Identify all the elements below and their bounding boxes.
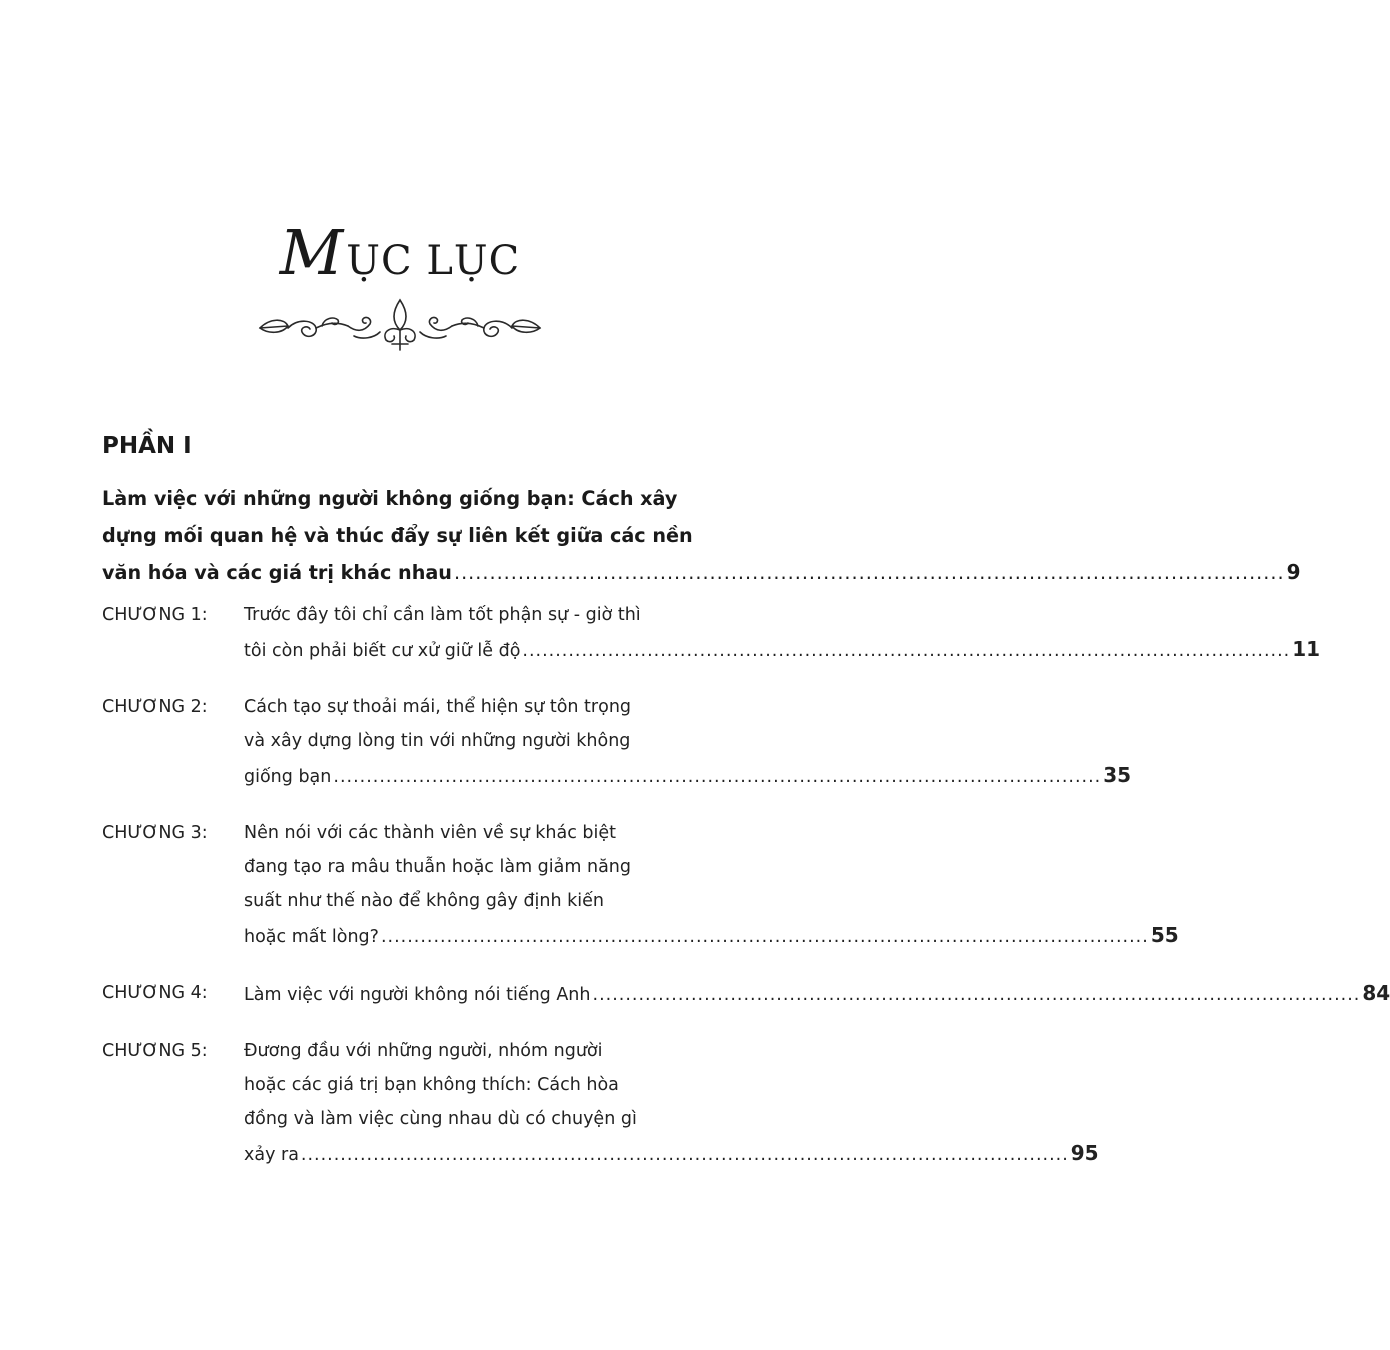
page-number: 9: [1286, 560, 1301, 584]
dot-leader: .....................................................................................................................: [592, 985, 1361, 1005]
toc-heading: [0, 216, 800, 289]
title-rest: ỤC LỤC: [346, 238, 521, 284]
chapter-label: CHƯƠNG 4:: [102, 983, 208, 1003]
chapter-entry-line: [244, 758, 1131, 794]
chapter-list: [102, 598, 1390, 1194]
page-number: 11: [1292, 637, 1321, 661]
chapter-title: [244, 1034, 1099, 1172]
chapter-title-line: Nên nói với các thành viên về sự khác biệt: [244, 823, 617, 843]
part-desc-line: văn hóa và các giá trị khác nhau: [102, 561, 452, 584]
chapter-entry: [102, 690, 1132, 794]
dot-leader: .....................................................................................................................: [522, 641, 1291, 661]
chapter-title-line: đồng và làm việc cùng nhau dù có chuyện gì: [244, 1109, 637, 1129]
chapter-title-line: và xây dựng lòng tin với những người không: [244, 731, 631, 751]
chapter-title-line: Cách tạo sự thoải mái, thể hiện sự tôn trọng: [244, 697, 632, 717]
page-number: 95: [1070, 1141, 1099, 1165]
chapter-title-line: đang tạo ra mâu thuẫn hoặc làm giảm năng: [244, 857, 631, 877]
chapter-entry-line: [244, 918, 1179, 954]
chapter-entry: [102, 976, 1390, 1012]
part-desc-line: Làm việc với những người không giống bạn: Cách xây: [102, 487, 678, 510]
part-entry-line: [102, 554, 1301, 591]
chapter-title-line: giống bạn: [244, 767, 332, 787]
page-number: 84: [1362, 981, 1390, 1005]
chapter-label: CHƯƠNG 5:: [102, 1041, 208, 1061]
chapter-label: CHƯƠNG 1:: [102, 605, 208, 625]
dot-leader: .....................................................................................................................: [300, 1145, 1069, 1165]
chapter-title: [244, 816, 1179, 954]
chapter-title-line: hoặc các giá trị bạn không thích: Cách hòa: [244, 1075, 619, 1095]
chapter-title: [244, 598, 1320, 668]
chapter-label: CHƯƠNG 3:: [102, 823, 208, 843]
chapter-entry: [102, 816, 1179, 954]
page-number: 35: [1103, 763, 1132, 787]
chapter-label: CHƯƠNG 2:: [102, 697, 208, 717]
chapter-title-line: Trước đây tôi chỉ cần làm tốt phận sự - giờ thì: [244, 605, 641, 625]
toc-title: [279, 216, 521, 289]
chapter-entry: [102, 598, 1321, 668]
chapter-title-line: xảy ra: [244, 1145, 299, 1165]
chapter-title-line: suất như thế nào để không gây định kiến: [244, 891, 605, 911]
title-initial: M: [279, 216, 345, 289]
chapter-title: [244, 976, 1390, 1012]
chapter-entry-line: [244, 632, 1320, 668]
chapter-title-line: tôi còn phải biết cư xử giữ lễ độ: [244, 641, 521, 661]
part-desc-line: dựng mối quan hệ và thúc đẩy sự liên kết giữa các nền: [102, 524, 693, 547]
dot-leader: .....................................................................................................................: [453, 561, 1285, 584]
chapter-entry: [102, 1034, 1099, 1172]
chapter-entry-line: [244, 1136, 1099, 1172]
chapter-entry-line: [244, 976, 1390, 1012]
dot-leader: .....................................................................................................................: [333, 767, 1102, 787]
part-description: [102, 480, 1301, 591]
chapter-title: [244, 690, 1131, 794]
dot-leader: .....................................................................................................................: [380, 927, 1149, 947]
chapter-title-line: Làm việc với người không nói tiếng Anh: [244, 985, 591, 1005]
part-label: PHẦN I: [102, 433, 192, 459]
chapter-title-line: Đương đầu với những người, nhóm người: [244, 1041, 603, 1061]
chapter-title-line: hoặc mất lòng?: [244, 927, 379, 947]
ornament-divider-icon: [258, 296, 542, 354]
page-number: 55: [1150, 923, 1179, 947]
